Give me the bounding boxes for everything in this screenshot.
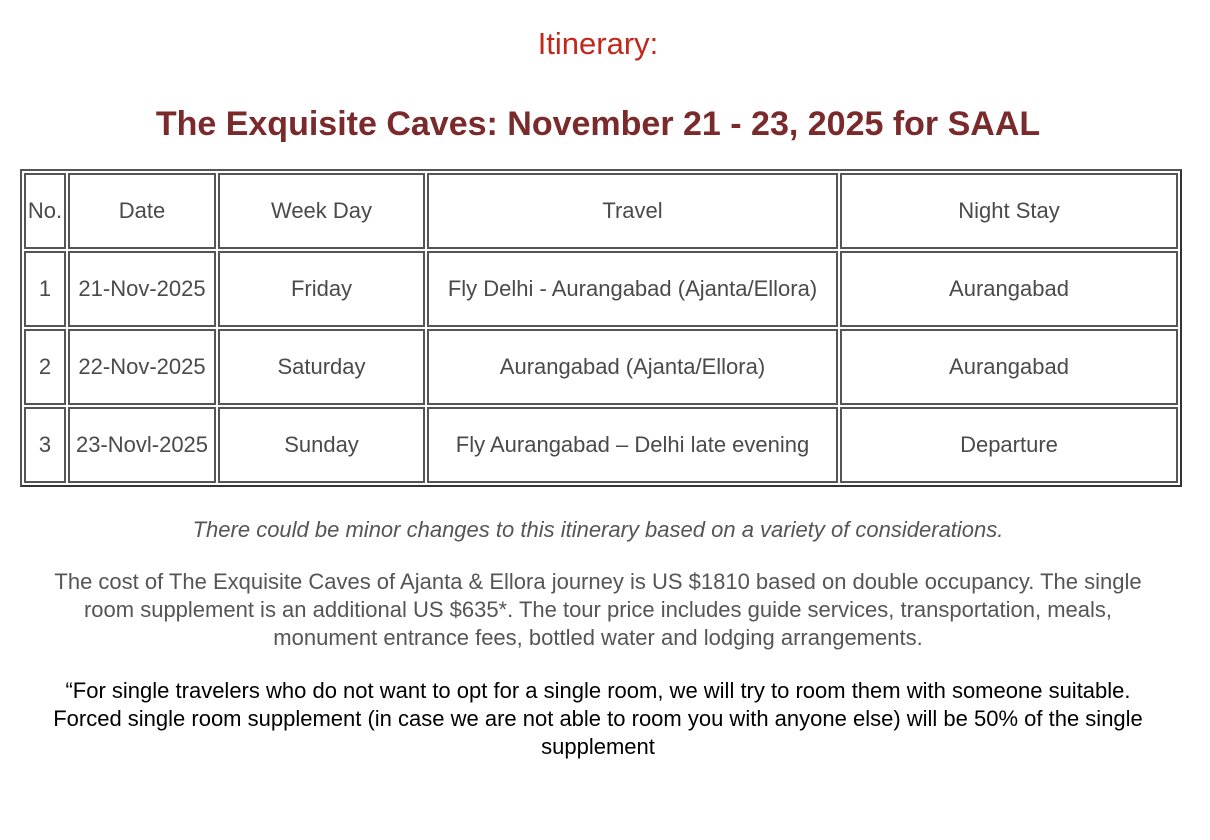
header-cell-travel: Travel: [427, 173, 838, 249]
cell-week-day: Sunday: [218, 407, 425, 483]
table-row: [24, 329, 1178, 405]
cell-week-day: Saturday: [218, 329, 425, 405]
header-cell-date: Date: [68, 173, 216, 249]
trip-subtitle: The Exquisite Caves: November 21 - 23, 2025 for SAAL: [155, 105, 1041, 143]
forced-supplement-text: Forced single room supplement (in case we are not able to room you with anyone else) will be 50% of the single supplement: [53, 706, 1143, 759]
page-title: Itinerary:: [537, 26, 659, 61]
cell-night-stay: Departure: [840, 407, 1178, 483]
table-header-row: [24, 173, 1178, 249]
cell-night-stay: Aurangabad: [840, 329, 1178, 405]
itinerary-table: [20, 169, 1182, 487]
cell-night-stay: Aurangabad: [840, 251, 1178, 327]
cell-travel: Fly Delhi - Aurangabad (Ajanta/Ellora): [427, 251, 838, 327]
table-row: [24, 407, 1178, 483]
cell-date: 23-Novl-2025: [68, 407, 216, 483]
cell-no: 3: [24, 407, 66, 483]
itinerary-change-note: There could be minor changes to this itinerary based on a variety of considerations.: [192, 517, 1004, 542]
cell-travel: Aurangabad (Ajanta/Ellora): [427, 329, 838, 405]
single-travelers-section: [20, 677, 1176, 761]
header-cell-no: No.: [24, 173, 66, 249]
cell-no: 1: [24, 251, 66, 327]
single-travelers-text: “For single travelers who do not want to opt for a single room, we will try to room them with someone suitable.: [65, 678, 1131, 703]
table-row: [24, 251, 1178, 327]
cell-date: 22-Nov-2025: [68, 329, 216, 405]
header-cell-week-day: Week Day: [218, 173, 425, 249]
header-cell-night-stay: Night Stay: [840, 173, 1178, 249]
cell-no: 2: [24, 329, 66, 405]
cell-date: 21-Nov-2025: [68, 251, 216, 327]
cost-paragraph: The cost of The Exquisite Caves of Ajanta & Ellora journey is US $1810 based on double occupancy. The single room supplement is an additional US $635*. The tour price includes guide services, transportation, meals, monument entrance fees, bottled water and lodging arrangements.: [54, 569, 1142, 650]
cell-travel: Fly Aurangabad – Delhi late evening: [427, 407, 838, 483]
cell-week-day: Friday: [218, 251, 425, 327]
